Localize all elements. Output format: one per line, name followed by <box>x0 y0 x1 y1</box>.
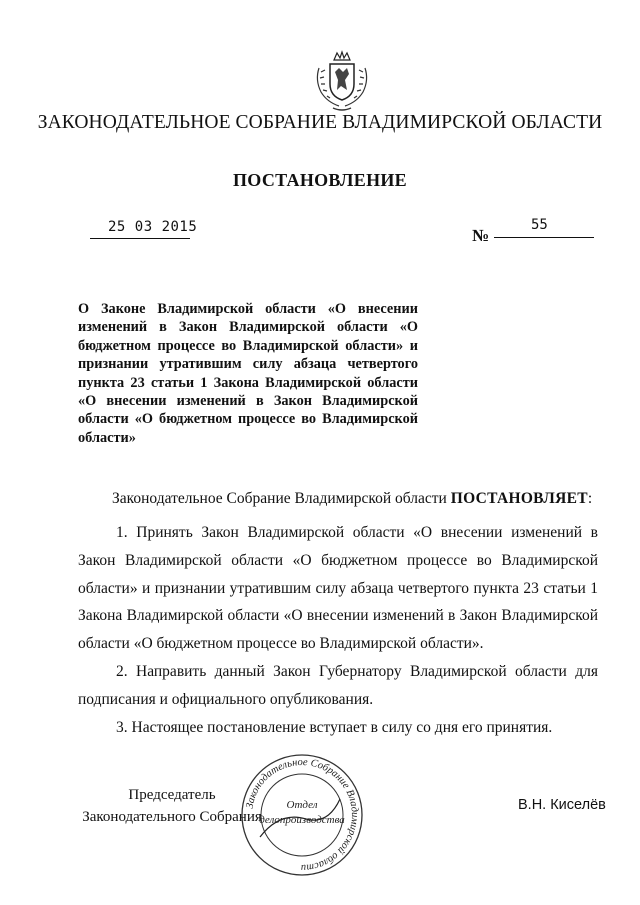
resolution-item: 3. Настоящее постановление вступает в силу со дня его принятия. <box>116 718 553 736</box>
stamp-center-line: Отдел <box>286 799 318 811</box>
intro-colon: : <box>587 490 593 507</box>
document-heading: О Законе Владимирской области «О внесении изменений в Закон Владимирской области «О бюджетном процессе во Владимирской области» и признании утратившим силу абзаца четвертого пункта 23 статьи 1 Закона Владимирской области «О внесении изменений в Закон Владимирской области «О бюджетном процессе во Владимирской области» <box>78 301 418 446</box>
resolution-intro <box>112 490 592 508</box>
intro-emphasis: ПОСТАНОВЛЯЕТ <box>450 490 588 507</box>
signer-title-line: Председатель <box>128 787 216 803</box>
official-stamp <box>240 753 364 877</box>
coat-of-arms-icon <box>313 50 371 114</box>
signer-title-line: Законодательного Собрания <box>82 809 262 825</box>
document-date: 25 03 2015 <box>108 219 198 235</box>
number-underline <box>494 237 594 238</box>
organization-title: ЗАКОНОДАТЕЛЬНОЕ СОБРАНИЕ ВЛАДИМИРСКОЙ ОБЛАСТИ <box>37 112 603 133</box>
stamp-ring-text: Законодательное Собрание Владимирской области <box>244 756 361 874</box>
intro-text: Законодательное Собрание Владимирской области <box>112 490 451 507</box>
document-number: 55 <box>531 217 548 233</box>
resolution-item: 2. Направить данный Закон Губернатору Владимирской области для подписания и официального опубликования. <box>78 662 598 708</box>
signer-name: В.Н. Киселёв <box>518 797 606 813</box>
number-label: № <box>472 226 490 245</box>
document-type: ПОСТАНОВЛЕНИЕ <box>233 170 407 190</box>
resolution-item: 1. Принять Закон Владимирской области «О внесении изменений в Закон Владимирской области «О бюджетном процессе во Владимирской области» и признании утратившим силу абзаца четвертого пункта 23 статьи 1 Закона Владимирской области «О внесении изменений в Закон Владимирской области «О бюджетном процессе во Владимирской области». <box>78 524 598 653</box>
date-underline <box>90 238 190 239</box>
resolution-body <box>78 519 598 741</box>
stamp-center-line: делопроизводства <box>259 814 345 826</box>
